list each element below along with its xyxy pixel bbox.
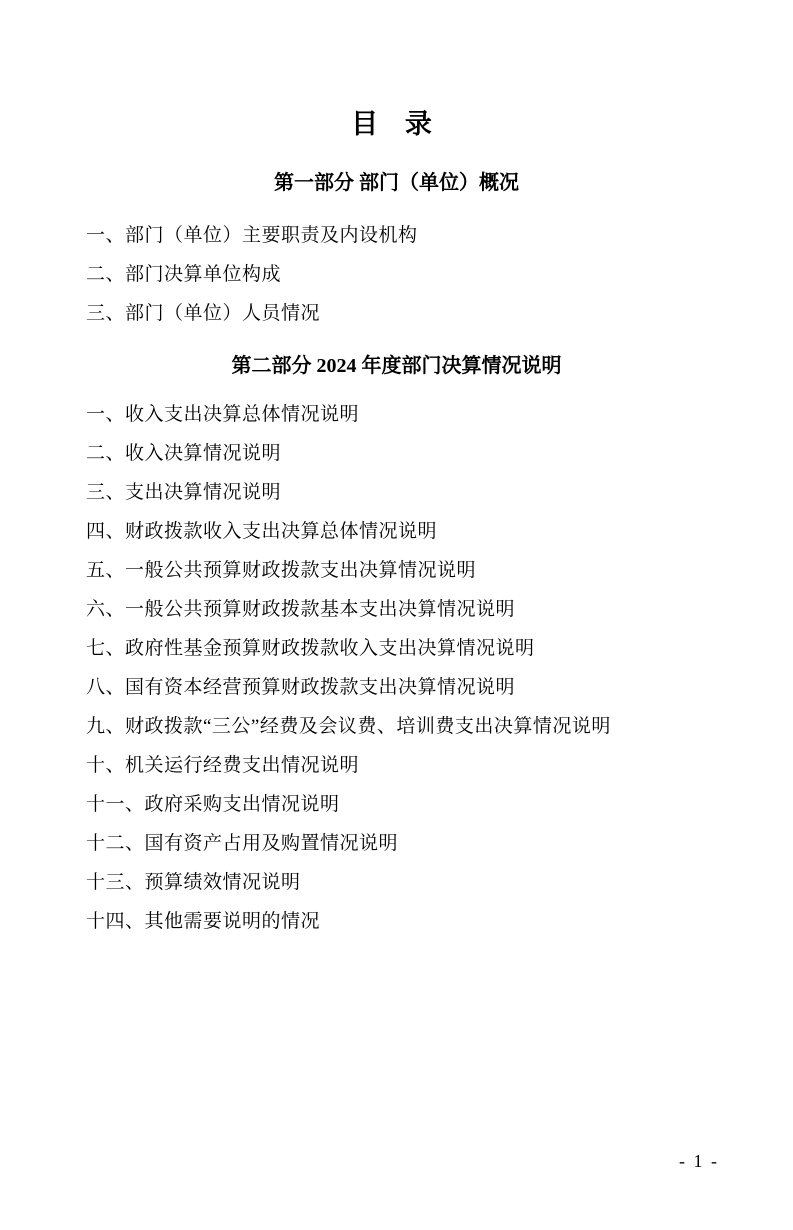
toc-item: 十一、政府采购支出情况说明 (86, 794, 340, 816)
toc-list-part-two (74, 395, 719, 941)
toc-item: 十、机关运行经费支出情况说明 (86, 755, 360, 777)
toc-item: 二、部门决算单位构成 (86, 264, 282, 286)
toc-item: 三、部门（单位）人员情况 (86, 303, 321, 325)
toc-item: 五、一般公共预算财政拨款支出决算情况说明 (86, 560, 477, 582)
toc-item: 四、财政拨款收入支出决算总体情况说明 (86, 521, 438, 543)
toc-item: 一、部门（单位）主要职责及内设机构 (86, 225, 418, 247)
section-heading-part-two: 第二部分 2024 年度部门决算情况说明 (231, 355, 562, 378)
toc-item: 三、支出决算情况说明 (86, 482, 282, 504)
toc-item: 七、政府性基金预算财政拨款收入支出决算情况说明 (86, 638, 535, 660)
toc-item: 二、收入决算情况说明 (86, 443, 282, 465)
page-title: 目 录 (351, 109, 442, 139)
toc-item: 一、收入支出决算总体情况说明 (86, 404, 360, 426)
toc-item: 十四、其他需要说明的情况 (86, 911, 321, 933)
toc-list-part-one (74, 216, 719, 333)
toc-item: 九、财政拨款“三公”经费及会议费、培训费支出决算情况说明 (86, 716, 611, 738)
document-page (0, 108, 793, 1230)
toc-item: 十三、预算绩效情况说明 (86, 872, 301, 894)
toc-item: 十二、国有资产占用及购置情况说明 (86, 833, 399, 855)
toc-item: 八、国有资本经营预算财政拨款支出决算情况说明 (86, 677, 516, 699)
toc-item: 六、一般公共预算财政拨款基本支出决算情况说明 (86, 599, 516, 621)
page-number: - 1 - (679, 1151, 719, 1171)
section-heading-part-one: 第一部分 部门（单位）概况 (274, 172, 519, 195)
